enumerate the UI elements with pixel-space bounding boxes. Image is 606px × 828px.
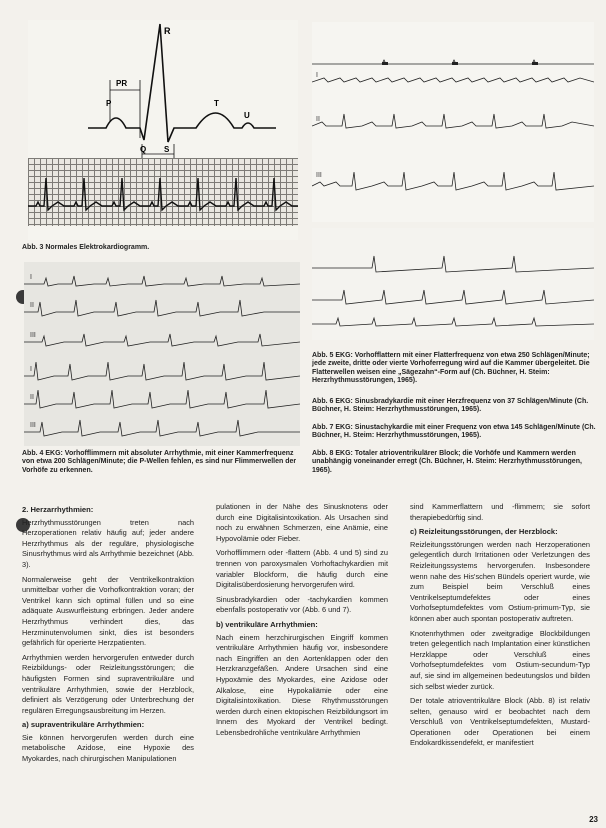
wave-label-p: P: [106, 99, 112, 108]
text-column-2: [216, 502, 388, 742]
figure-5-caption-text: EKG: Vorhofflattern mit einer Flatterfrequenz von etwa 250 Schlägen/Minute; jede zweite, dritte oder vierte Vorhoferregung wird auf die Kammer übergeleitet. Die Flatterwellen weisen eine „Sägezahn“-Form auf (Ch. Büchner, H. Steim: Herzrhythmusstörungen, 1965).: [312, 352, 590, 384]
wave-label-s: S: [164, 145, 170, 154]
paragraph: Sie können hervorgerufen werden durch eine metabolische Azidose, eine Hypoxie des Myokardes, nach chirurgischen Manipulationen: [22, 732, 194, 764]
figure-3-caption-label: Abb. 3: [22, 244, 44, 251]
figure-6-caption: [312, 398, 598, 415]
figure-4-ecg: [24, 262, 300, 446]
figure-4-caption-label: Abb. 4: [22, 450, 44, 457]
figure-8-caption: [312, 450, 598, 475]
wave-label-r: R: [164, 26, 171, 36]
paragraph: Nach einem herzchirurgischen Eingriff kommen ventrikuläre Arrhythmien häufig vor, insbesondere nach Eingriffen an den Aortenklappen oder den Herzkranzgefäßen. Andere Ursachen sind eine Hypoxämie des Myokardes, eine Azidose oder Alkalose, eine Hypokaliämie oder eine Digitalisintoxikation. Diese Rhythmusstörungen werden durch einen ektopischen Reizbildungsort im Innern des Myokard der Ventrikel bedingt. Lebensbedrohliche ventrikuläre Arrhythmien: [216, 632, 388, 737]
figure-6-7-ecg: [312, 228, 594, 340]
paragraph: Der totale atrioventrikuläre Block (Abb. 8) ist relativ selten, genauso wird er beobachtet nach dem Verschluß von Ventrikelseptumdefekten, Mustard-Operationen oder Operationen bei einem Endokardkissendefekt, er manifestiert: [410, 696, 590, 748]
wave-label-t: T: [214, 99, 219, 108]
paragraph: Vorhofflimmern oder -flattern (Abb. 4 und 5) sind zu trennen von paroxysmalen Vorhoftachykardien mit variabler Blockform, die häufig durch eine Digitalisüberdosierung hervorgerufen wird.: [216, 548, 388, 590]
figure-7-caption-text: EKG: Sinustachykardie mit einer Frequenz von etwa 145 Schlägen/Minute (Ch. Büchner, H. Steim: Herzrhythmusstörungen, 1965).: [312, 424, 596, 440]
figure-3-caption-text: Normales Elektrokardiogramm.: [45, 244, 150, 251]
figure-4-caption-text: EKG: Vorhofflimmern mit absoluter Arrhythmie, mit einer Kammerfrequenz von etwa 200 Schlägen/Minute; die P-Wellen fehlen, es sind nur Flimmerwellen der Vorhöfe zu erkennen.: [22, 450, 297, 474]
wave-label-u: U: [244, 111, 250, 120]
fig5-lead-label: II: [316, 116, 320, 123]
figure-5-caption-label: Abb. 5: [312, 352, 334, 359]
paragraph: Arrhythmien werden hervorgerufen entweder durch Reizbildungs- oder Reizleitungsstörungen; die häufigsten Formen sind supraventrikuläre und ventrikuläre Arrhythmien, sowie der Herzblock, definiert als Verzögerung oder Unterbrechung der regulären Erregungsausbreitung im Herzen.: [22, 652, 194, 715]
figure-3-normal-ecg: [28, 20, 298, 240]
paragraph: sind Kammerflattern und -flimmern; sie sofort therapiebedürftig sind.: [410, 502, 590, 522]
text-column-1: [22, 502, 194, 769]
figure-3-caption: [22, 244, 302, 252]
figure-8-caption-text: EKG: Totaler atrioventrikulärer Block; die Vorhöfe und Kammern werden unabhängig voneinander erregt (Ch. Büchner, H. Steim: Herzrhythmusstörungen, 1965).: [312, 450, 582, 474]
wave-label-pr: PR: [116, 79, 128, 88]
ecg-strip-trace: [28, 158, 298, 226]
section-heading: 2. Herzarrhythmien:: [22, 505, 94, 514]
fig4-lead-label: II: [30, 394, 34, 401]
figure-8-caption-label: Abb. 8: [312, 450, 334, 457]
figure-7-caption: [312, 424, 598, 441]
wave-label-q: Q: [140, 145, 147, 154]
paragraph: Herzrhythmusstörungen treten nach Herzoperationen relativ häufig auf; jeder andere Herzrhythmus als der reguläre, physiologische Sinusrhythmus wird als Arrhythmie bezeichnet (Abb. 3).: [22, 517, 194, 569]
figure-5-traces: [312, 22, 594, 222]
paragraph: Knotenrhythmen oder zweitgradige Blockbildungen treten gelegentlich nach Implantation einer künstlichen Herzklappe oder Verschluß eines Vorhofseptumdefektes vom Ostium-secundum-Typ auf, sie sind im allgemeinen bedeutungslos und bilden sich selbst wieder zurück.: [410, 628, 590, 691]
subsection-heading: b) ventrikuläre Arrhythmien:: [216, 619, 318, 629]
fig4-lead-label: II: [30, 302, 34, 309]
text-column-3: [410, 502, 590, 753]
figure-6-7-traces: [312, 228, 594, 340]
page-number: 23: [589, 815, 598, 824]
fig4-lead-label: I: [30, 274, 32, 281]
figure-7-caption-label: Abb. 7: [312, 424, 334, 431]
fig4-lead-label: III: [30, 332, 36, 339]
fig4-lead-label: III: [30, 422, 36, 429]
figure-6-caption-label: Abb. 6: [312, 398, 334, 405]
fig4-lead-label: I: [30, 366, 32, 373]
figure-4-caption: [22, 450, 302, 475]
figure-6-caption-text: EKG: Sinusbradykardie mit einer Herzfrequenz von 37 Schlägen/Minute (Ch. Büchner, H. Steim: Herzrhythmusstörungen, 1965).: [312, 398, 589, 414]
figure-4-traces: [24, 262, 300, 446]
subsection-heading: a) supraventrikuläre Arrhythmien:: [22, 720, 145, 730]
paragraph: Sinusbradykardien oder -tachykardien kommen ebenfalls postoperativ vor (Abb. 6 und 7).: [216, 594, 388, 615]
figure-5-ecg: [312, 22, 594, 222]
fig5-lead-label: I: [316, 72, 318, 79]
figure-5-caption: [312, 352, 598, 385]
paragraph: Normalerweise geht der Ventrikelkontraktion unmittelbar vorher die Vorhofkontraktion voran; der Ventrikel kann sich optimal füllen und so eine adäquate Auswurfleistung erbringen. Jeder andere Herzrhythmus verhindert dies, das Herzminutenvolumen sinkt, dies ist besonders gefährlich für operierte Herzpatienten.: [22, 574, 194, 648]
subsection-heading: c) Reizleitungsstörungen, der Herzblock:: [410, 527, 558, 537]
paragraph: Reizleitungsstörungen werden nach Herzoperationen gelegentlich durch Irritationen oder Verletzungen des Reizleitungssystems hervorgerufen. Insbesondere wenn nahe des His'schen Bündels operiert wurde, wie zum Beispiel beim Verschluß eines Ventrikelseptumdefektes oder eines Vorhofseptumdefektes vom Ostium-primum-Typ, sie können aber auch spontan postoperativ auftreten.: [410, 539, 590, 623]
paragraph: pulationen in der Nähe des Sinusknotens oder durch eine Digitalisintoxikation. Als Ursachen sind noch zu erwähnen Schmerzen, eine Anämie, eine Hypovolämie oder Fieber.: [216, 502, 388, 543]
fig5-lead-label: III: [316, 172, 322, 179]
